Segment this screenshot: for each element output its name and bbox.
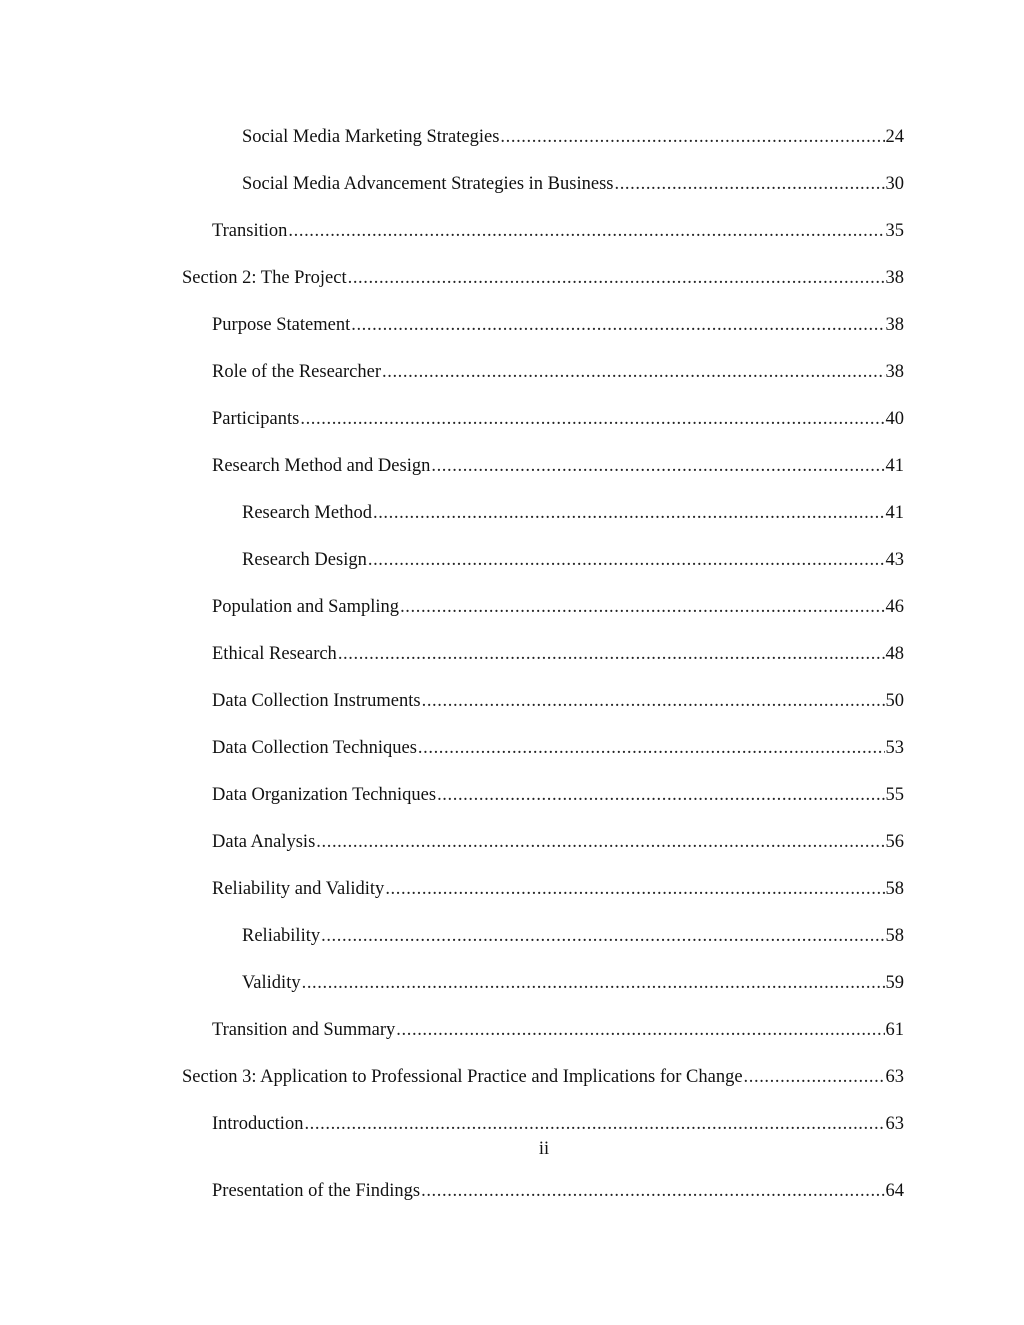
toc-entry-label: Role of the Researcher — [212, 362, 381, 382]
toc-entry-label: Data Collection Instruments — [212, 691, 421, 711]
dot-leader — [431, 454, 884, 478]
dot-leader — [385, 877, 884, 901]
dot-leader — [321, 924, 884, 948]
toc-entry-research-design — [242, 548, 904, 572]
toc-entry-label: Validity — [242, 973, 301, 993]
toc-entry-label: Data Organization Techniques — [212, 785, 437, 805]
toc-entry-purpose-statement — [212, 313, 904, 337]
toc-entry-page: 53 — [885, 738, 904, 758]
toc-entry-research-method-and-design — [212, 454, 904, 478]
toc-entry-label: Data Collection Techniques — [212, 738, 417, 758]
toc-entry-label: Transition — [212, 221, 288, 241]
dot-leader — [316, 830, 884, 854]
toc-entry-section-2 — [182, 266, 904, 290]
toc-entry-label: Reliability — [242, 926, 321, 946]
dot-leader — [382, 360, 885, 384]
toc-entry-label: Introduction — [212, 1114, 304, 1134]
toc-entry-social-media-marketing-strategies — [242, 125, 904, 149]
toc-entry-label: Section 2: The Project — [182, 268, 347, 288]
dot-leader — [614, 172, 884, 196]
toc-entry-page: 63 — [885, 1114, 904, 1134]
toc-entry-page: 41 — [885, 456, 904, 476]
toc-entry-page: 38 — [885, 268, 904, 288]
dot-leader — [348, 266, 885, 290]
toc-entry-page: 35 — [885, 221, 904, 241]
toc-entry-page: 58 — [885, 879, 904, 899]
toc-entry-page: 56 — [885, 832, 904, 852]
toc-entry-label: Reliability and Validity — [212, 879, 385, 899]
toc-entry-data-organization-techniques — [212, 783, 904, 807]
toc-entry-label: Research Method — [242, 503, 372, 523]
toc-entry-population-and-sampling — [212, 595, 904, 619]
toc-entry-validity — [242, 971, 904, 995]
toc-entry-presentation-of-the-findings — [212, 1179, 904, 1203]
toc-entry-page: 40 — [885, 409, 904, 429]
toc-entry-label: Research Design — [242, 550, 367, 570]
toc-entry-label: Purpose Statement — [212, 315, 351, 335]
toc-entry-label: Participants — [212, 409, 300, 429]
dot-leader — [338, 642, 885, 666]
dot-leader — [288, 219, 884, 243]
dot-leader — [744, 1065, 885, 1089]
toc-entry-transition — [212, 219, 904, 243]
toc-entry-page: 63 — [885, 1067, 904, 1087]
toc-entry-data-collection-techniques — [212, 736, 904, 760]
toc-entry-page: 55 — [885, 785, 904, 805]
toc-entry-research-method — [242, 501, 904, 525]
toc-entry-social-media-advancement-strategies — [242, 172, 904, 196]
toc-entry-page: 24 — [885, 127, 904, 147]
toc-entry-label: Population and Sampling — [212, 597, 400, 617]
dot-leader — [421, 1179, 884, 1203]
toc-entry-transition-and-summary — [212, 1018, 904, 1042]
toc-entry-participants — [212, 407, 904, 431]
toc-entry-data-analysis — [212, 830, 904, 854]
toc-entry-label: Presentation of the Findings — [212, 1181, 421, 1201]
dot-leader — [351, 313, 884, 337]
toc-entry-page: 50 — [885, 691, 904, 711]
dot-leader — [437, 783, 884, 807]
toc-entry-page: 58 — [885, 926, 904, 946]
dot-leader — [302, 971, 885, 995]
toc-entry-role-of-the-researcher — [212, 360, 904, 384]
toc-entry-label: Research Method and Design — [212, 456, 431, 476]
toc-entry-reliability-and-validity — [212, 877, 904, 901]
dot-leader — [400, 595, 884, 619]
toc-entry-label: Data Analysis — [212, 832, 316, 852]
toc-entry-ethical-research — [212, 642, 904, 666]
toc-entry-page: 46 — [885, 597, 904, 617]
toc-entry-data-collection-instruments — [212, 689, 904, 713]
dot-leader — [368, 548, 885, 572]
toc-entry-page: 43 — [885, 550, 904, 570]
toc-entry-introduction — [212, 1112, 904, 1136]
toc-entry-label: Social Media Marketing Strategies — [242, 127, 500, 147]
toc-entry-page: 64 — [885, 1181, 904, 1201]
toc-entry-page: 61 — [885, 1020, 904, 1040]
dot-leader — [304, 1112, 884, 1136]
toc-entry-label: Transition and Summary — [212, 1020, 396, 1040]
page-number: ii — [538, 1139, 550, 1159]
toc-entry-page: 59 — [885, 973, 904, 993]
toc-entry-label: Ethical Research — [212, 644, 337, 664]
dot-leader — [418, 736, 885, 760]
dot-leader — [422, 689, 885, 713]
dot-leader — [300, 407, 884, 431]
toc-entry-page: 38 — [885, 315, 904, 335]
toc-entry-page: 48 — [885, 644, 904, 664]
toc-entry-page: 41 — [885, 503, 904, 523]
toc-entry-reliability — [242, 924, 904, 948]
toc-entry-page: 38 — [885, 362, 904, 382]
toc-entry-section-3 — [182, 1065, 904, 1089]
toc-entry-label: Section 3: Application to Professional Practice and Implications for Change — [182, 1067, 743, 1087]
dot-leader — [500, 125, 884, 149]
toc-entry-page: 30 — [885, 174, 904, 194]
dot-leader — [396, 1018, 884, 1042]
dot-leader — [373, 501, 885, 525]
toc-entry-label: Social Media Advancement Strategies in Business — [242, 174, 614, 194]
